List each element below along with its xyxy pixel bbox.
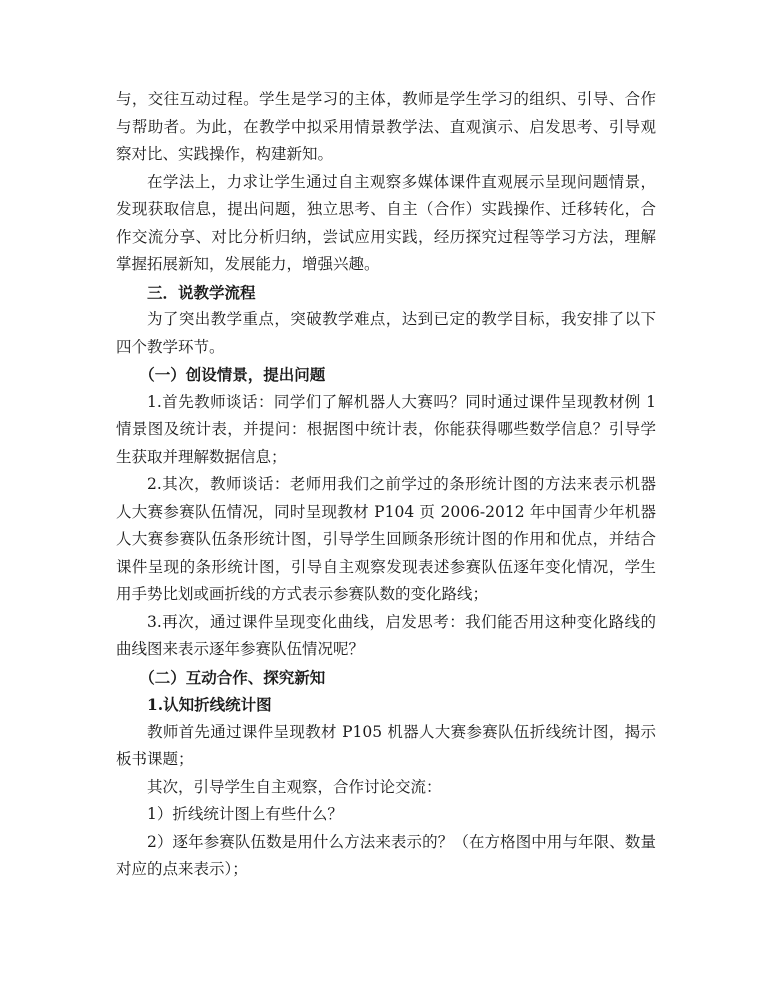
- subheading-interactive-cooperation: （二）互动合作、探究新知: [139, 667, 326, 687]
- paragraph-step-2: 2.其次，教师谈话：老师用我们之前学过的条形统计图的方法来表示机器人大赛参赛队伍情况，同时呈现教材 P104 页 2006-2012 年中国青少年机器人大赛参赛队伍条形统计图，引导学生回顾条形统计图的作用和优点，并结合课件呈现的条形统计图，引导自主观察发现表述参赛队伍逐年变化情况，学生用手势比划或画折线的方式表示参赛队数的变化路线；: [116, 475, 656, 603]
- paragraph-learning-method: 在学法上，力求让学生通过自主观察多媒体课件直观展示呈现问题情景，发现获取信息，提出问题，独立思考、自主（合作）实践操作、迁移转化，合作交流分享、对比分析归纳，尝试应用实践，经历探究过程等学习方法，理解掌握拓展新知，发展能力，增强兴趣。: [116, 172, 656, 273]
- list-item-question-2: 2）逐年参赛队伍数是用什么方法来表示的？（在方格图中用与年限、数量对应的点来表示）；: [116, 832, 656, 878]
- paragraph-present-line-chart: 教师首先通过课件呈现教材 P105 机器人大赛参赛队伍折线统计图，揭示板书课题；: [116, 722, 656, 768]
- paragraph-step-3: 3.再次，通过课件呈现变化曲线，启发思考：我们能否用这种变化路线的曲线图来表示逐年参赛队伍情况呢？: [116, 612, 656, 658]
- document-body: [116, 86, 656, 884]
- paragraph-process-intro: 为了突出教学重点，突破教学难点，达到已定的教学目标，我安排了以下四个教学环节。: [116, 310, 656, 356]
- paragraph-step-1: 1.首先教师谈话：同学们了解机器人大赛吗？同时通过课件呈现教材例 1 情景图及统计表，并提问：根据图中统计表，你能获得哪些数学信息？引导学生获取并理解数据信息；: [116, 392, 656, 466]
- paragraph-guide-observation: 其次，引导学生自主观察，合作讨论交流：: [147, 777, 442, 796]
- subheading-create-scenario: （一）创设情景，提出问题: [139, 365, 326, 384]
- paragraph-teaching-method-continued: 与，交往互动过程。学生是学习的主体，教师是学生学习的组织、引导、合作与帮助者。为此，在教学中拟采用情景教学法、直观演示、启发思考、引导观察对比、实践操作，构建新知。: [116, 90, 656, 163]
- section-heading-teaching-process: 三．说教学流程: [147, 282, 256, 302]
- list-item-question-1: 1）折线统计图上有些什么？: [147, 805, 343, 823]
- subsubheading-line-chart-recognition: 1.认知折线统计图: [147, 695, 272, 714]
